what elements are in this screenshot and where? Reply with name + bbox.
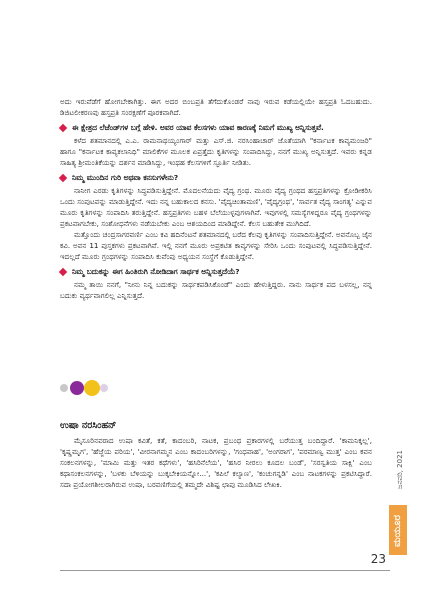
answer-goals-1: ನಾನೀಗ ಎರಡು ಕೃತಿಗಳನ್ನು ಸಿದ್ಧಪಡಿಸುತ್ತಿದ್ದೇನೆ. ಮೊದಲನೆಯದು ವೈದ್ಯ ಗ್ರಂಥ. ಮೂರು ವೈದ್ಯ ಗ್ರಂಥದ ಹಸ್ತಪ್ರತಿಗಳನ್ನು ಕ್ರೋಡೀಕರಿಸಿ ಒಂದು ಸಂಪುಟವನ್ನು ಮಾಡುತ್ತಿದ್ದೇನೆ. ಇದು ನನ್ನ ಬಹುಕಾಲದ ಕನಸು. 'ವೈದ್ಯಚಿಂತಾಮಣಿ', 'ವೈದ್ಯಗ್ರಂಥ', 'ಸಾರ್ವತ ವೈದ್ಯ ಸಾಂಗತ್ಯ' ಎನ್ನುವ ಮೂರು ಕೃತಿಗಳನ್ನು ಸಂಪಾದಿಸಿ ತರುತ್ತಿದ್ದೇನೆ. ಹಸ್ತಪ್ರತಿಗಳು ಬಹಳ ಬೆಲೆಯುಳ್ಳವುಗಳಾಗಿವೆ. ಇವುಗಳಲ್ಲಿ ಸಮಸ್ಯೆಗಳಿದ್ದರೂ ವೈದ್ಯ ಗ್ರಂಥಗಳನ್ನು ಪ್ರಕಟವಾಗಬೇಕು, ಸಂಶೋಧನೆಗಳು ನಡೆಯಬೇಕು ಎಂಬ ಆಶಯದಿಂದ ಮಾಡಿದ್ದೇನೆ. ಕೆಲಸ ಬಹುತೇಕ ಮುಗಿದಿದೆ.: [60, 186, 372, 228]
issue-date: ಜನವರಿ, 2021: [396, 450, 404, 490]
decorative-dots: [60, 379, 150, 397]
bio-text: ಮೈಸೂರಿನವರಾದ ಉಷಾ ಕವಿತೆ, ಕತೆ, ಕಾದಂಬರಿ, ನಾಟಕ, ಪ್ರಬಂಧ ಪ್ರಕಾರಗಳಲ್ಲಿ ಬರೆಯುತ್ತ ಬಂದಿದ್ದಾರೆ. 'ಕಾಮನಿಕ್ಕಲ್ಲ', 'ಕೃಷ್ಣಮೃಗ', 'ಹೆಜ್ಜೆಯ ಪರಿಯ', 'ವೀರನಾಗಮ್ಮನ ಎಂಬ ಕಾದಂಬರಿಗಳನ್ನು, 'ಗಂಧವಾಹ', 'ಅಂಗರಾಗ', 'ಪರಮಾಣ್ವ ಮುತ್ತ' ಎಂಬ ಕವನ ಸಂಕಲನಗಳನ್ನು, 'ಮಾಮಿ ಮತ್ತು ಇತರ ಕಥೆಗಳು', 'ಹಸಿರಿನೆಲೆಯ', 'ಹಸಿರ ನೀರಲು ಕೂದಲ ಬಂಡೆ', 'ಸರಸ್ವತಿಯ ಸಾಕ್ಷಿ' ಎಂಬ ಕಥಾಸಂಕಲನಗಳನ್ನು, 'ಬಳಕು ಬೆಳಿಯನ್ನು ಬುಕ್ಕಬೇಕಿಯನ್ನೋ...', 'ಕಪಿಲೆ ಕಲ್ಯಾಣ', 'ಕಂಚುಗನ್ನಡಿ' ಎಂಬ ನಾಟಕಗಳನ್ನು ಪ್ರಕಟಿಸಿದ್ದಾರೆ. ಸದಾ ಪ್ರಯೋಗಶೀಲರಾಗಿರುವ ಉಷಾ, ಬರವಣಿಗೆಯಲ್ಲಿ ತಮ್ಮದೇ ವಿಶಿಷ್ಟ ಛಾಪು ಮೂಡಿಸಿದ ಲೇಖಕಿ.: [60, 436, 372, 489]
question-fulfilment: ನಿಮ್ಮ ಬದುಕನ್ನು ಈಗ ಹಿಂತಿರುಗಿ ನೋಡಿದಾಗ ಸಾರ್ಥಕ ಅನ್ನಿಸುತ್ತದೆಯೆ?: [60, 266, 372, 277]
intro-paragraph: ಅದು ಇರುವೆಡೆಗೆ ಹೋಗಬೇಕಾಗಿತ್ತು. ಈಗ ಅದರ ಬಿಂಬಪ್ರತಿ ತೆಗೆದುಕೊಂಡರೆ ನಾವು ಇರುವ ಕಡೆಯಲ್ಲಿಯೇ ಹಸ್ತಪ್ರತಿ ಓದಬಹುದು. ಡಿಜಿಟಲೀಕರಣವು ಹಸ್ತಪ್ರತಿ ಸಂರಕ್ಷಣೆಗೆ ಪೂರಕವಾಗಿದೆ.: [60, 97, 372, 117]
question-legends: ಈ ಕ್ಷೇತ್ರದ ಲೆಜೆಂಡ್‌ಗಳ ಬಗ್ಗೆ ಹೇಳಿ. ಅವರ ಯಾವ ಕೆಲಸಗಳು ಯಾವ ಕಾರಣಕ್ಕೆ ನಿಮಗೆ ಮುಖ್ಯ ಅನ್ನಿಸುತ್ತವೆ.: [60, 122, 372, 133]
question-goals: ನಿಮ್ಮ ಮುಂದಿನ ಗುರಿ ಅಥವಾ ಕನಸುಗಳೇನು?: [60, 172, 372, 183]
answer-goals-2: ಮತ್ತೊಂದು ಚಂದ್ರಸಾಗರವರ್ಣಿ ಎಂಬ ಕವಿ ಹದಿನೆಂಟನೆ ಶತಮಾನದಲ್ಲಿ ಬರೆದ ಕೆಲವು ಕೃತಿಗಳನ್ನು ಸಂಪಾದಿಸುತ್ತಿದ್ದೇನೆ. ಅವನೊಬ್ಬ ಜೈನ ಕವಿ. ಅವನ 11 ಪುಸ್ತಕಗಳು ಪ್ರಕಟವಾಗಿವೆ. ಇಲ್ಲಿ ನನಗೆ ಮೂರು ಅಪ್ರಕಟಿತ ಕಾವ್ಯಗಳನ್ನು ಸೇರಿಸಿ ಒಂದು ಸಂಪುಟವಲ್ಲಿ ಸಿದ್ಧಪಡಿಸುತ್ತಿದ್ದೇನೆ. ಇದಲ್ಲದೆ ಮೂರು ಗ್ರಂಥಗಳನ್ನು ಸಂಪಾದಿಸಿ ಕುವೆಂಪು ಅಧ್ಯಯನ ಸಂಸ್ಥೆಗೆ ಕೊಡುತ್ತಿದ್ದೇನೆ.: [60, 230, 372, 261]
dot-purple: [70, 381, 84, 395]
dot-light: [100, 384, 108, 392]
bio-title: ಉಷಾ ನರಸಿಂಹನ್: [60, 420, 117, 431]
dot-yellow: [84, 380, 100, 396]
article-body: [60, 96, 372, 301]
answer-legends: ಕಳೆದ ಶತಮಾನದಲ್ಲಿ ಎ.ಎ. ರಾಮನಾಥಯ್ಯಂಗಾರ್ ಮತ್ತು ಎಸ್.ಜಿ. ನರಸಿಂಹಾಚಾರ್ ಜೊತೆಯಾಗಿ "ಕರ್ನಾಟಕ ಕಾವ್ಯಮಂಜರಿ" ಹಾಗೂ "ಕರ್ನಾಟಕ ಕಾವ್ಯಕಲಾನಿಧಿ" ಮಾಲಿಕೆಗಳ ಮೂಲಕ ಏಪ್ರತ್ತೈದು ಕೃತಿಗಳನ್ನು ಸಂಪಾದಿಸಿದ್ದು, ನನಗೆ ಮುಖ್ಯ ಅನ್ನಿಸುತ್ತದೆ. ಇವರು ಕನ್ನಡ ಸಾಹಿತ್ಯ ಶ್ರೀಮಂತಿಕೆಯನ್ನು ದರ್ಶನ ಮಾಡಿಸಿದ್ದು, ಇಂಥಹ ಕೆಲಸಗಳಿಗೆ ಸ್ಫೂರ್ತಿ ನೀಡಿತು.: [60, 136, 372, 167]
answer-fulfilment: ನಮ್ಮ ತಾಯಿ ನನಗೆ, "ನೀನು ನಿನ್ನ ಬದುಕನ್ನು ಸಾರ್ಥಕಪಡಿಸಿಕೊಂಡೆ" ಎಂದು ಹೇಳುತ್ತಿದ್ದರು. ನಾನು ಸಾರ್ಥಕ ಪದ ಬಳಸಲ್ಲ, ನನ್ನ ಬದುಕು ವ್ಯರ್ಥವಾಗಲಿಲ್ಲ ಎನ್ನಿಸುತ್ತದೆ.: [60, 280, 372, 300]
magazine-logo: ಮಯೂರ: [392, 515, 403, 547]
dot-gray: [60, 384, 68, 392]
page-number: 23: [370, 552, 386, 566]
author-bio: [60, 420, 372, 490]
footer-rule: [60, 570, 390, 571]
